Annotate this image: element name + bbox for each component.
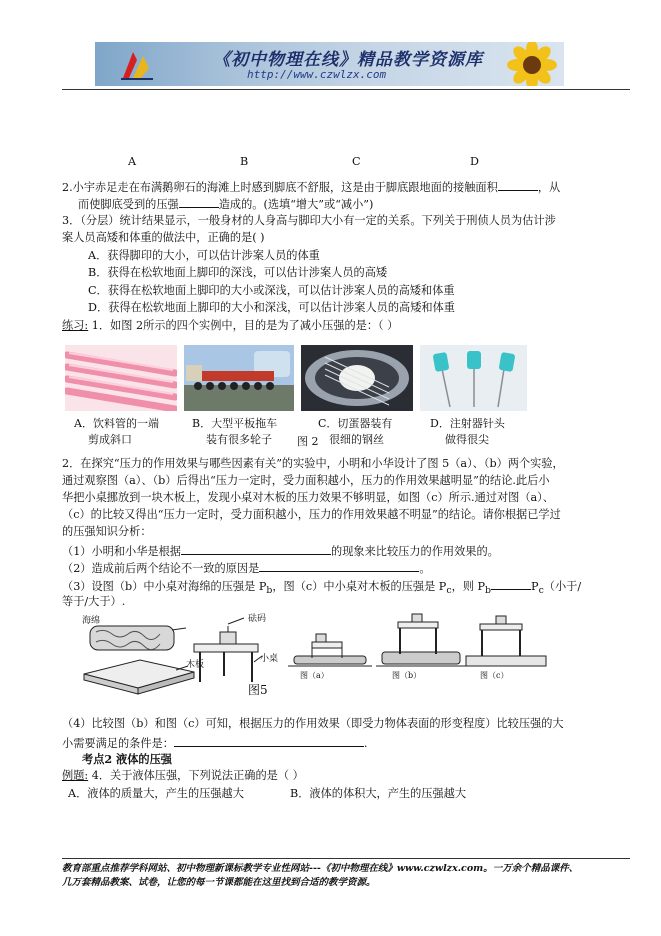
panel-a — [288, 634, 372, 666]
q2b-sub3-cont: 等于/大于）. — [62, 595, 126, 608]
fig2-caption-a2: 剪成斜口 — [88, 433, 132, 446]
q2-text-3: 而使脚底受到的压强 — [78, 198, 179, 211]
board-drawing — [84, 660, 194, 694]
sunflower-icon — [500, 42, 564, 86]
q2-blank-2[interactable] — [179, 196, 219, 208]
q4-line2 — [62, 735, 367, 751]
q3-option-b: B．获得在松软地面上脚印的深浅，可以估计涉案人员的高矮 — [88, 266, 388, 279]
q3-option-d: D．获得在松软地面上脚印的大小和深浅，可以估计涉案人员的高矮和体重 — [88, 301, 455, 314]
q2b-line-3: 华把小桌挪放到一块木板上，发现小桌对木板的压力效果不够明显，如图（c）所示.通过对图（a）、 — [62, 491, 554, 504]
footer-rule — [62, 858, 630, 859]
weight-drawing — [220, 618, 244, 644]
choice-b: B — [240, 155, 249, 168]
q2b-sub1-text: （1）小明和小华是根据 — [62, 545, 181, 558]
q4-text: 小需要满足的条件是： — [62, 737, 174, 750]
fig5-caption: 图5 — [248, 683, 268, 697]
q2b-sub1 — [62, 543, 499, 559]
q2b-sub3 — [62, 578, 581, 598]
choice-d: D — [470, 155, 479, 168]
q4-line1: （4）比较图（b）和图（c）可知，根据压力的作用效果（即受力物体表面的形变程度）比较压强的大 — [62, 717, 564, 730]
q2b-line-5: 的压强知识分析： — [62, 525, 152, 538]
fig2-caption-b2: 装有很多轮子 — [206, 433, 272, 446]
q2b-sub3-sub-b: b — [266, 585, 273, 597]
q2b-sub3-sub-c2: c — [538, 585, 544, 597]
trailer-photo — [184, 345, 294, 411]
fig2-caption-a1: A．饮料管的一端 — [74, 417, 159, 430]
figure-5 — [76, 612, 588, 704]
q2-line2 — [78, 196, 373, 212]
practice-text: 1．如图 2所示的四个实例中，目的是为了减小压强的是：（ ） — [88, 319, 399, 332]
header-rule — [62, 89, 630, 90]
fig5-label-board: 木板 — [186, 660, 205, 670]
q3-line2: 案人员高矮和体重的做法中，正确的是( ) — [62, 231, 265, 244]
section-title: 考点2 液体的压强 — [82, 752, 172, 766]
panel-b — [376, 614, 466, 666]
fig2-label: 图 2 — [297, 435, 319, 448]
example-label: 例题: — [62, 769, 89, 782]
practice-line — [62, 319, 398, 333]
q2b-sub2 — [62, 560, 431, 576]
q2b-sub3-text-3: ，则 P — [451, 580, 486, 593]
q2-text-2: ，从 — [537, 181, 561, 194]
fig5-panel-b-label: 图（b） — [392, 671, 422, 680]
q2b-sub3-sub-b2: b — [485, 585, 492, 597]
example-text: 4．关于液体压强，下列说法正确的是（ ） — [88, 769, 304, 782]
fig2-caption-d2: 做得很尖 — [445, 433, 489, 446]
q2b-sub3-text-4: P — [531, 580, 539, 593]
q4-blank[interactable] — [174, 735, 364, 747]
footer-line-1: 教育部重点推荐学科网站、初中物理新课标教学专业性网站---《初中物理在线》www.czwlzx.com。一万余个精品课件、 — [62, 863, 579, 874]
fig5-panel-a-label: 图（a） — [300, 671, 329, 680]
q2b-sub1-blank[interactable] — [181, 543, 331, 555]
q2b-line-4: （c）的比较又得出“压力一定时，受力面积越小，压力的作用效果越不明显”的结论。请你根据已学过 — [62, 508, 561, 521]
header-banner — [95, 42, 564, 86]
footer-line-2: 几万套精品教案、试卷，让您的每一节课都能在这里找到合适的教学资源。 — [62, 877, 376, 888]
syringe-needle-photo — [420, 345, 527, 411]
panel-c — [466, 616, 546, 666]
q2b-sub2-text-2: 。 — [419, 562, 431, 575]
q2-text-1: 2.小宇赤足走在布满鹅卵石的海滩上时感到脚底不舒服，这是由于脚底跟地面的接触面积 — [62, 181, 498, 194]
q2b-line-2: 通过观察图（a）、（b）后得出“压力一定时，受力面积越小，压力的作用效果越明显”的结论.此后小 — [62, 474, 550, 487]
q3-option-a: A．获得脚印的大小，可以估计涉案人员的体重 — [88, 249, 320, 262]
fig2-caption-d1: D．注射器针头 — [430, 417, 505, 430]
choice-a: A — [128, 155, 137, 168]
fig5-label-weight: 砝码 — [248, 614, 267, 624]
fig5-label-table: 小桌 — [260, 654, 279, 664]
straw-photo — [65, 345, 177, 411]
example-option-a: A．液体的质量大，产生的压强越大 — [68, 787, 244, 800]
fig2-caption-c2: 很细的钢丝 — [329, 433, 384, 446]
fig5-panel-c-label: 图（c） — [480, 671, 509, 680]
q2b-sub1-text-2: 的现象来比较压力的作用效果的。 — [331, 545, 499, 558]
q2b-sub3-blank[interactable] — [491, 578, 531, 590]
egg-slicer-photo — [301, 345, 413, 411]
q2-line1 — [62, 179, 560, 195]
q2-text-4: 造成的。(选填“增大”或“减小”) — [218, 198, 374, 211]
q4-text-2: . — [363, 737, 368, 750]
q2b-sub3-text-5: （小于/ — [543, 580, 582, 593]
fig2-caption-b1: B．大型平板拖车 — [192, 417, 278, 430]
banner-title: 《初中物理在线》精品教学资源库 — [213, 50, 483, 70]
q2b-sub3-text: （3）设图（b）中小桌对海绵的压强是 P — [62, 580, 267, 593]
fig5-label-sponge: 海绵 — [82, 616, 101, 626]
q3-line1: 3．（分层）统计结果显示，一般身材的人身高与脚印大小有一定的关系。下列关于刑侦人员为估计涉 — [62, 214, 556, 227]
fig2-caption-c1: C．切蛋器装有 — [318, 417, 393, 430]
banner-url: http://www.czwlzx.com — [247, 68, 387, 81]
q2b-sub3-sub-c: c — [446, 585, 452, 597]
sponge-drawing — [90, 626, 174, 650]
q2b-sub3-text-2: ，图（c）中小桌对木板的压强是 P — [272, 580, 447, 593]
example-option-b: B．液体的体积大，产生的压强越大 — [290, 787, 467, 800]
q3-option-c: C．获得在松软地面上脚印的大小或深浅，可以估计涉案人员的高矮和体重 — [88, 284, 455, 297]
logo-icon — [117, 46, 157, 82]
example-line — [62, 769, 304, 783]
q2b-line-1: 2．在探究“压力的作用效果与哪些因素有关”的实验中，小明和小华设计了图 5（a）、（b）两个实验， — [62, 457, 564, 470]
choice-c: C — [352, 155, 361, 168]
q2-blank-1[interactable] — [498, 179, 538, 191]
q2b-sub2-text: （2）造成前后两个结论不一致的原因是 — [62, 562, 260, 575]
q2b-sub2-blank[interactable] — [259, 560, 419, 572]
practice-label: 练习: — [62, 319, 89, 332]
